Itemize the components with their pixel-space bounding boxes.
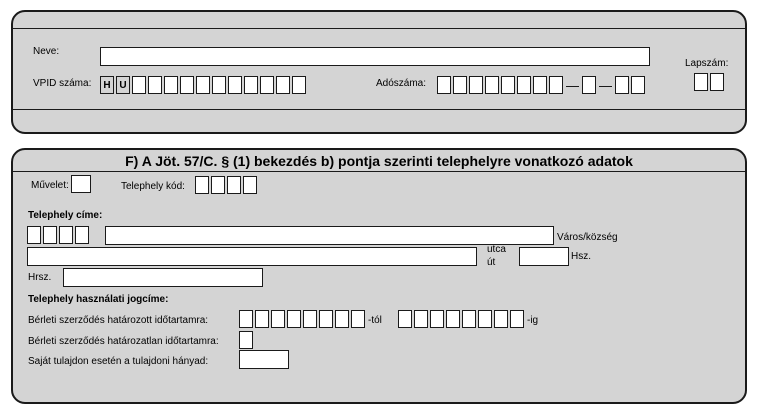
date-digit[interactable] [398,310,412,328]
postal-code-digit[interactable] [59,226,73,244]
section-title: F) A Jöt. 57/C. § (1) bekezdés b) pontja szerinti telephelyre vonatkozó adatok [125,153,633,169]
bottom-divider [13,109,745,110]
tax-digit[interactable] [453,76,467,94]
vpid-digit[interactable] [244,76,258,94]
date-digit[interactable] [335,310,349,328]
lot-number-label: Hrsz. [28,272,52,283]
date-digit[interactable] [510,310,524,328]
lot-number-field[interactable] [63,268,263,287]
tax-digit[interactable] [533,76,547,94]
address-heading: Telephely címe: [28,210,103,221]
operation-field[interactable] [71,175,91,193]
date-digit[interactable] [255,310,269,328]
operation-label: Művelet: [31,180,69,191]
fixed-lease-label: Bérleti szerződés határozott időtartamra: [28,315,209,326]
site-data-section [11,148,747,404]
tax-digit[interactable] [549,76,563,94]
date-digit[interactable] [478,310,492,328]
indefinite-lease-mark[interactable] [239,331,253,349]
vpid-label: VPID száma: [33,78,92,89]
indefinite-lease-label: Bérleti szerződés határozatlan időtartamra: [28,336,219,347]
date-digit[interactable] [319,310,333,328]
tax-digit[interactable] [582,76,596,94]
vpid-digit[interactable] [212,76,226,94]
tax-digit[interactable] [501,76,515,94]
site-code-digit[interactable] [211,176,225,194]
name-field[interactable] [100,47,650,66]
city-label: Város/község [557,232,618,243]
ownership-share-field[interactable] [239,350,289,369]
title-divider [13,171,745,172]
date-digit[interactable] [462,310,476,328]
top-divider [13,28,745,29]
date-digit[interactable] [239,310,253,328]
indefinite-lease-field [239,331,253,349]
date-digit[interactable] [271,310,285,328]
tax-digit[interactable] [469,76,483,94]
site-code-label: Telephely kód: [121,181,185,192]
sheet-digit[interactable] [710,73,724,91]
tax-separator [599,86,612,87]
date-digit[interactable] [287,310,301,328]
vpid-digit[interactable] [132,76,146,94]
tax-digit[interactable] [437,76,451,94]
tax-number-vat [582,76,596,94]
sheet-digit[interactable] [694,73,708,91]
street-field[interactable] [27,247,477,266]
sheet-number-field [694,73,724,91]
lease-from-date [239,310,365,328]
date-digit[interactable] [446,310,460,328]
vpid-digit[interactable] [260,76,274,94]
tax-number-county [615,76,645,94]
site-code-digit[interactable] [195,176,209,194]
vpid-digit[interactable] [180,76,194,94]
own-property-label: Saját tulajdon esetén a tulajdoni hányad: [28,356,209,367]
tax-digit[interactable] [631,76,645,94]
vpid-digit[interactable] [196,76,210,94]
identification-panel [11,10,747,134]
vpid-digit[interactable] [292,76,306,94]
date-digit[interactable] [430,310,444,328]
house-number-field[interactable] [519,247,569,266]
date-digit[interactable] [303,310,317,328]
vpid-prefix-u: U [116,76,130,94]
tax-digit[interactable] [517,76,531,94]
vpid-digit[interactable] [148,76,162,94]
tax-number-main [437,76,563,94]
sheet-number-label: Lapszám: [685,58,729,69]
date-digit[interactable] [494,310,508,328]
lease-to-date [398,310,524,328]
vpid-digit[interactable] [164,76,178,94]
house-number-label: Hsz. [571,251,591,262]
postal-code-digit[interactable] [75,226,89,244]
postal-code-digit[interactable] [43,226,57,244]
vpid-digit[interactable] [276,76,290,94]
tax-digit[interactable] [615,76,629,94]
postal-code-field [27,226,89,244]
vpid-digit[interactable] [228,76,242,94]
street-label: utca [487,244,506,255]
road-label: út [487,257,496,268]
tax-digit[interactable] [485,76,499,94]
name-label: Neve: [33,46,60,57]
site-code-digit[interactable] [243,176,257,194]
site-code-digit[interactable] [227,176,241,194]
date-digit[interactable] [414,310,428,328]
to-suffix: -ig [527,315,539,326]
tax-number-label: Adószáma: [376,78,427,89]
postal-code-digit[interactable] [27,226,41,244]
city-field[interactable] [105,226,554,245]
site-code-field [195,176,257,194]
usage-heading: Telephely használati jogcíme: [28,294,169,305]
date-digit[interactable] [351,310,365,328]
vpid-prefix-h: H [100,76,114,94]
tax-separator [566,86,579,87]
from-suffix: -tól [368,315,382,326]
vpid-field [100,76,306,94]
